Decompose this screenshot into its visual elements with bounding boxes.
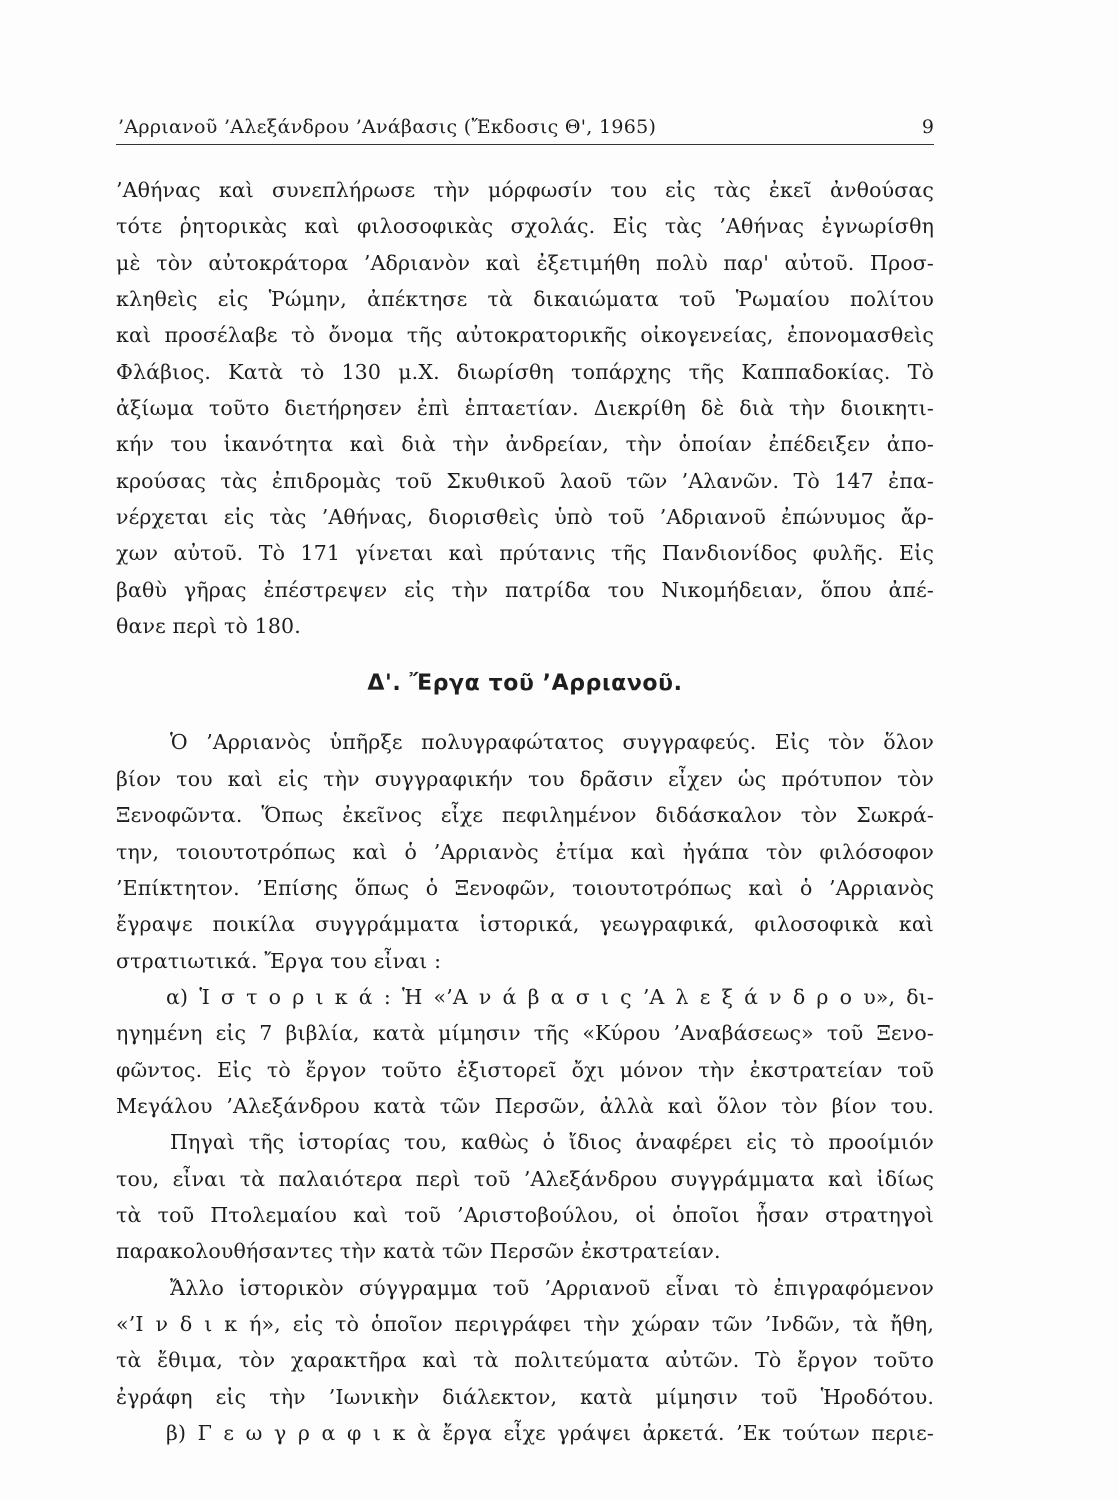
text-line: κήν του ἱκανότητα καὶ διὰ τὴν ἀνδρείαν, τὴν ὁποίαν ἐπέδειξεν ἀπο- — [116, 432, 934, 457]
text-line: ἐγράφη εἰς τὴν ’Ιωνικὴν διάλεκτον, κατὰ μίμησιν τοῦ Ἡροδότου. — [116, 1384, 934, 1409]
text-line: τὰ ἔθιμα, τὸν χαρακτῆρα καὶ τὰ πολιτεύματα αὐτῶν. Τὸ ἔργον τοῦτο — [116, 1348, 934, 1373]
paragraph-biography — [116, 172, 934, 644]
page-number: 9 — [921, 116, 934, 138]
text-line: Ὁ ’Αρριανὸς ὑπῆρξε πολυγραφώτατος συγγραφεύς. Εἰς τὸν ὅλον — [170, 730, 934, 755]
body-text — [116, 172, 934, 1451]
text-line: μὲ τὸν αὐτοκράτορα ’Αδριανὸν καὶ ἐξετιμήθη πολὺ παρ' αὐτοῦ. Προσ- — [116, 250, 934, 275]
text-line: Ξενοφῶντα. Ὅπως ἐκεῖνος εἶχε πεφιλημένον διδάσκαλον τὸν Σωκρά- — [116, 803, 934, 828]
text-line: ἔγραψε ποικίλα συγγράμματα ἱστορικά, γεωγραφικά, φιλοσοφικὰ καὶ — [116, 912, 934, 937]
paragraph-works — [116, 724, 934, 1451]
text-line: νέρχεται εἰς τὰς ’Αθήνας, διορισθεὶς ὑπὸ τοῦ ’Αδριανοῦ ἐπώνυμος ἄρ- — [116, 505, 934, 530]
text-line: βαθὺ γῆρας ἐπέστρεψεν εἰς τὴν πατρίδα του Νικομήδειαν, ὅπου ἀπέ- — [116, 577, 934, 602]
text-line: Ἄλλο ἱστορικὸν σύγγραμμα τοῦ ’Αρριανοῦ εἶναι τὸ ἐπιγραφόμενον — [170, 1275, 934, 1300]
text-line: θανε περὶ τὸ 180. — [116, 614, 301, 639]
text-line: στρατιωτικά. Ἔργα του εἶναι : — [116, 948, 442, 973]
text-line: παρακολουθήσαντες τὴν κατὰ τῶν Περσῶν ἐκστρατείαν. — [116, 1239, 721, 1264]
text-line: Φλάβιος. Κατὰ τὸ 130 μ.Χ. διωρίσθη τοπάρχης τῆς Καππαδοκίας. Τὸ — [116, 359, 934, 384]
text-line: του, εἶναι τὰ παλαιότερα περὶ τοῦ ’Αλεξάνδρου συγγράμματα καὶ ἰδίως — [116, 1166, 934, 1191]
text-line: ’Αθήνας καὶ συνεπλήρωσε τὴν μόρφωσίν του εἰς τὰς ἐκεῖ ἀνθούσας — [116, 178, 934, 202]
text-line: καὶ προσέλαβε τὸ ὄνομα τῆς αὐτοκρατορικῆς οἰκογενείας, ἐπονομασθεὶς — [116, 323, 934, 348]
text-line: ἀξίωμα τοῦτο διετήρησεν ἐπὶ ἑπταετίαν. Διεκρίθη δὲ διὰ τὴν διοικητι- — [116, 396, 934, 421]
text-line: Μεγάλου ’Αλεξάνδρου κατὰ τῶν Περσῶν, ἀλλὰ καὶ ὅλον τὸν βίον του. — [116, 1093, 934, 1118]
text-line: την, τοιουτοτρόπως καὶ ὁ ’Αρριανὸς ἐτίμα καὶ ἠγάπα τὸν φιλόσοφον — [116, 839, 934, 864]
text-line: «’Ι ν δ ι κ ή», εἰς τὸ ὁποῖον περιγράφει τὴν χώραν τῶν ’Ινδῶν, τὰ ἤθη, — [116, 1311, 934, 1336]
text-line: κρούσας τὰς ἐπιδρομὰς τοῦ Σκυθικοῦ λαοῦ τῶν ’Αλανῶν. Τὸ 147 ἐπα- — [116, 468, 934, 493]
text-line: φῶντος. Εἰς τὸ ἔργον τοῦτο ἐξιστορεῖ ὄχι μόνον τὴν ἐκστρατείαν τοῦ — [116, 1057, 934, 1082]
text-line: βίον του καὶ εἰς τὴν συγγραφικήν του δρᾶσιν εἶχεν ὡς πρότυπον τὸν — [116, 766, 934, 791]
section-heading: Δ'. Ἔργα τοῦ ’Αρριανοῦ. — [367, 671, 683, 697]
text-line: χων αὐτοῦ. Τὸ 171 γίνεται καὶ πρύτανις τῆς Πανδιονίδος φυλῆς. Εἰς — [116, 541, 934, 566]
text-line: κληθεὶς εἰς Ῥώμην, ἀπέκτησε τὰ δικαιώματα τοῦ Ῥωμαίου πολίτου — [116, 287, 934, 312]
text-line: τὰ τοῦ Πτολεμαίου καὶ τοῦ ’Αριστοβούλου, οἱ ὁποῖοι ἦσαν στρατηγοὶ — [116, 1202, 934, 1227]
text-line: α) Ἱ σ τ ο ρ ι κ ά : Ἡ «’Α ν ά β α σ ι ς ’Α λ ε ξ ά ν δ ρ ο υ», δι- — [166, 984, 934, 1009]
text-line: ηγημένη εἰς 7 βιβλία, κατὰ μίμησιν τῆς «Κύρου ’Αναβάσεως» τοῦ Ξενο- — [116, 1021, 934, 1046]
text-line: β) Γ ε ω γ ρ α φ ι κ ὰ ἔργα εἶχε γράψει ἀρκετά. ’Εκ τούτων περιε- — [166, 1421, 934, 1445]
page-header — [116, 112, 934, 145]
running-title: ’Αρριανοῦ ’Αλεξάνδρου ’Ανάβασις (Ἔκδοσις Θ', 1965) — [118, 116, 657, 138]
text-line: Πηγαὶ τῆς ἱστορίας του, καθὼς ὁ ἴδιος ἀναφέρει εἰς τὸ προοίμιόν — [170, 1130, 934, 1155]
text-line: ’Επίκτητον. ’Επίσης ὅπως ὁ Ξενοφῶν, τοιουτοτρόπως καὶ ὁ ’Αρριανὸς — [116, 875, 934, 900]
text-line: τότε ῥητορικὰς καὶ φιλοσοφικὰς σχολάς. Εἰς τὰς ’Αθήνας ἐγνωρίσθη — [116, 214, 934, 239]
